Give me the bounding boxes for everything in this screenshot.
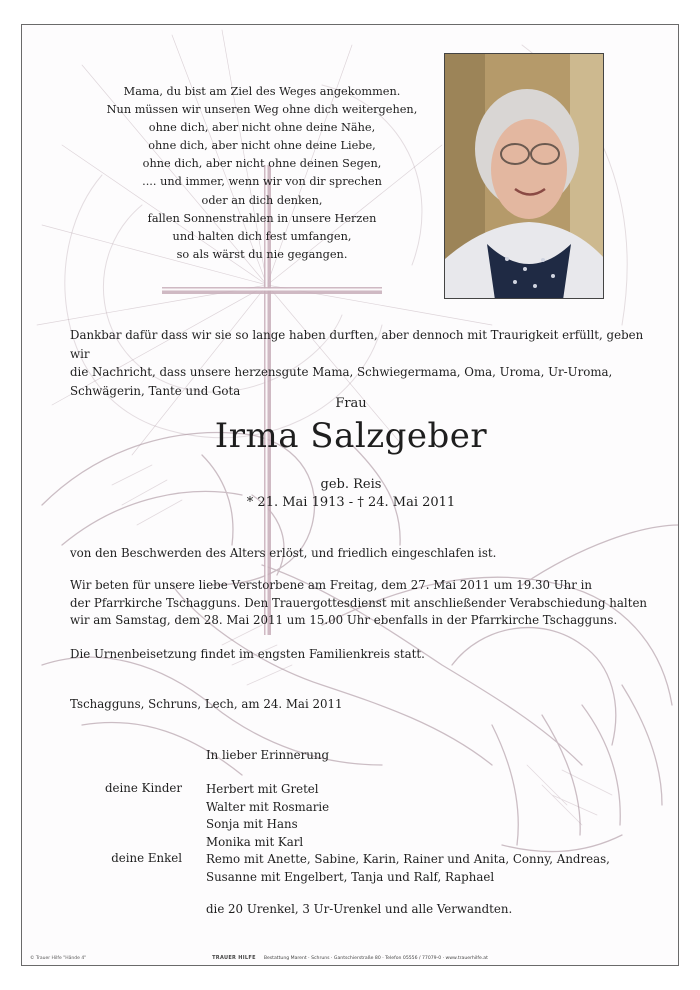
list-item: Herbert mit Gretel <box>206 782 319 796</box>
poem-line: Nun müssen wir unseren Weg ohne dich weitergehen, <box>106 103 418 117</box>
salutation: Frau <box>335 396 367 411</box>
poem-line: so als wärst du nie gegangen. <box>176 247 348 261</box>
intro-line: die Nachricht, dass unsere herzensgute Mama, Schwiegermama, Oma, Uroma, Ur-Uroma, <box>70 365 613 379</box>
urn-burial-note: Die Urnenbeisetzung findet im engsten Familienkreis statt. <box>70 647 425 661</box>
place-and-date: Tschagguns, Schruns, Lech, am 24. Mai 2011 <box>70 697 343 711</box>
children-list <box>206 781 656 851</box>
grandchildren-list <box>206 851 656 886</box>
copyright-note: © Trauer Hilfe "Hände 4" <box>30 956 87 961</box>
obituary-card <box>21 24 679 966</box>
list-item: Remo mit Anette, Sabine, Karin, Rainer und Anita, Conny, Andreas, <box>206 852 610 866</box>
service-line: der Pfarrkirche Tschagguns. Den Trauergottesdienst mit anschließender Verabschiedung halten <box>70 595 648 610</box>
intro-line: Dankbar dafür dass wir sie so lange haben durften, aber dennoch mit Traurigkeit erfüllt, geben wir <box>70 328 644 361</box>
service-line: wir am Samstag, dem 28. Mai 2011 um 15.00 Uhr ebenfalls in der Pfarrkirche Tschagguns. <box>70 613 618 627</box>
poem-line: oder an dich denken, <box>201 193 323 207</box>
announcement-intro <box>70 326 660 400</box>
poem-line: ohne dich, aber nicht ohne deinen Segen, <box>142 157 382 171</box>
footer-brand-line <box>0 955 700 961</box>
list-item: Susanne mit Engelbert, Tanja und Ralf, Raphael <box>206 869 495 884</box>
life-dates: * 21. Mai 1913 - † 24. Mai 2011 <box>246 495 456 510</box>
remembrance-heading: In lieber Erinnerung <box>206 748 330 762</box>
closing-relatives: die 20 Urenkel, 3 Ur-Urenkel und alle Verwandten. <box>206 902 513 916</box>
brand-address: Bestattung Marent · Schruns · Gantschierstraße 80 · Telefon 05556 / 77079-0 · www.trauerhilfe.at <box>263 956 488 961</box>
service-details <box>70 577 660 630</box>
deceased-name: Irma Salzgeber <box>214 416 488 456</box>
passing-note: von den Beschwerden des Alters erlöst, und friedlich eingeschlafen ist. <box>70 546 497 560</box>
poem-line: ohne dich, aber nicht ohne deine Nähe, <box>148 121 376 135</box>
poem-line: ohne dich, aber nicht ohne deine Liebe, <box>148 139 376 153</box>
poem-line: und halten dich fest umfangen, <box>172 229 352 243</box>
poem-line: fallen Sonnenstrahlen in unsere Herzen <box>147 211 377 225</box>
service-line: Wir beten für unsere liebe Verstorbene am Freitag, dem 27. Mai 2011 um 19.30 Uhr in <box>70 578 593 592</box>
list-item: Walter mit Rosmarie <box>206 799 330 814</box>
portrait-photo <box>444 53 604 299</box>
intro-line: Schwägerin, Tante und Gota <box>70 383 241 398</box>
grandchildren-label: deine Enkel <box>111 851 182 865</box>
brand-name: TRAUER HILFE <box>212 955 256 961</box>
children-label: deine Kinder <box>105 781 182 795</box>
list-item: Sonja mit Hans <box>206 817 298 831</box>
poem-line: Mama, du bist am Ziel des Weges angekommen. <box>123 85 401 98</box>
list-item: Monika mit Karl <box>206 834 304 849</box>
poem-line: .... und immer, wenn wir von dir sprechen <box>142 175 382 189</box>
birth-name: geb. Reis <box>320 477 382 492</box>
memorial-poem <box>62 83 462 264</box>
